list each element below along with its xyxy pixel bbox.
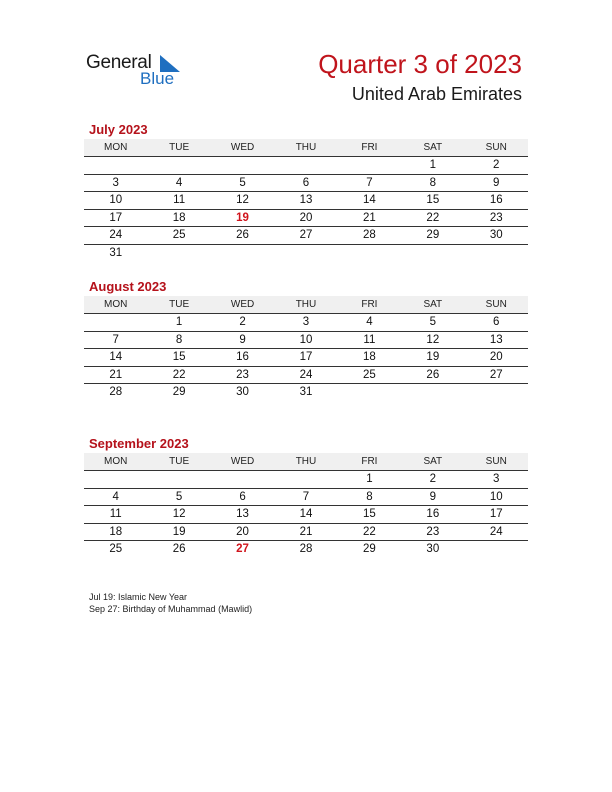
- week-row: [84, 367, 528, 385]
- day-cell: 26: [172, 543, 186, 556]
- logo-general-text: General: [86, 52, 152, 73]
- day-cell: 14: [363, 194, 376, 207]
- week-row: [84, 541, 528, 558]
- day-cell: 26: [236, 229, 249, 242]
- day-cell: 28: [109, 386, 123, 399]
- weekday-label: FRI: [361, 456, 378, 467]
- weekday-label: TUE: [169, 299, 190, 310]
- month-calendar: [84, 278, 528, 401]
- holiday-notes: [89, 591, 252, 615]
- day-cell: 23: [426, 525, 440, 538]
- day-cell: 20: [236, 525, 249, 538]
- month-title: July 2023: [89, 122, 148, 137]
- day-cell: 6: [302, 176, 310, 189]
- day-cell: 28: [299, 543, 313, 556]
- day-cell: 3: [112, 176, 119, 189]
- day-cell: 7: [366, 176, 373, 189]
- day-cell: 6: [493, 316, 500, 329]
- day-cell: 31: [109, 246, 123, 259]
- day-cell: 16: [489, 194, 503, 207]
- weekday-header: [84, 139, 528, 157]
- day-cell: 5: [429, 316, 437, 329]
- month-title: September 2023: [89, 436, 189, 451]
- weekday-label: FRI: [361, 299, 378, 310]
- weekday-label: MON: [104, 142, 128, 153]
- week-row: [84, 349, 528, 367]
- day-cell: 27: [299, 229, 313, 242]
- day-cell: 30: [489, 229, 503, 242]
- day-cell: 11: [363, 333, 376, 346]
- day-cell: 9: [493, 176, 500, 189]
- weekday-header: [84, 453, 528, 471]
- day-cell: 13: [236, 508, 249, 521]
- day-cell: 19: [236, 211, 249, 224]
- day-cell: 29: [172, 386, 186, 399]
- day-cell: 31: [299, 386, 313, 399]
- holiday-note: Sep 27: Birthday of Muhammad (Mawlid): [89, 604, 253, 614]
- day-cell: 22: [363, 525, 376, 538]
- day-cell: 15: [426, 194, 440, 207]
- day-cell: 24: [109, 229, 123, 242]
- day-cell: 10: [109, 194, 123, 207]
- day-cell: 4: [112, 490, 119, 503]
- month-calendar: [84, 435, 528, 558]
- weekday-header: [84, 296, 528, 314]
- week-row: [84, 384, 528, 401]
- week-row: [84, 175, 528, 193]
- weekday-label: FRI: [361, 142, 378, 153]
- day-cell: 3: [302, 316, 310, 329]
- day-cell: 22: [426, 211, 440, 224]
- day-cell: 25: [172, 229, 186, 242]
- week-row: [84, 245, 528, 262]
- day-cell: 17: [489, 508, 503, 521]
- week-row: [84, 227, 528, 245]
- day-cell: 23: [236, 368, 249, 381]
- day-cell: 10: [299, 333, 313, 346]
- weekday-label: TUE: [169, 456, 190, 467]
- weekday-label: SAT: [423, 299, 443, 310]
- week-row: [84, 332, 528, 350]
- day-cell: 29: [363, 543, 376, 556]
- week-row: [84, 314, 528, 332]
- day-cell: 8: [366, 490, 373, 503]
- day-cell: 25: [109, 543, 123, 556]
- weekday-label: WED: [230, 142, 255, 153]
- week-row: [84, 210, 528, 228]
- logo-blue-text: Blue: [140, 69, 175, 88]
- day-cell: 24: [299, 368, 313, 381]
- day-cell: 1: [175, 316, 183, 329]
- day-cell: 15: [172, 351, 186, 364]
- week-row: [84, 524, 528, 542]
- day-cell: 17: [299, 351, 313, 364]
- day-cell: 13: [299, 194, 313, 207]
- day-cell: 27: [489, 368, 503, 381]
- day-cell: 14: [299, 508, 313, 521]
- day-cell: 12: [236, 194, 249, 207]
- weekday-label: SAT: [423, 142, 443, 153]
- day-cell: 24: [489, 525, 503, 538]
- month-calendar: [84, 121, 528, 261]
- day-cell: 18: [172, 211, 186, 224]
- day-cell: 12: [426, 333, 440, 346]
- day-cell: 1: [429, 159, 437, 172]
- day-cell: 19: [426, 351, 440, 364]
- day-cell: 23: [489, 211, 503, 224]
- day-cell: 29: [426, 229, 440, 242]
- day-cell: 8: [429, 176, 437, 189]
- day-cell: 9: [429, 490, 437, 503]
- country-name: United Arab Emirates: [351, 84, 522, 104]
- day-cell: 7: [302, 490, 310, 503]
- weekday-label: TUE: [169, 142, 190, 153]
- day-cell: 16: [426, 508, 440, 521]
- day-cell: 18: [109, 525, 123, 538]
- day-cell: 22: [172, 368, 186, 381]
- generalblue-logo: [86, 52, 196, 92]
- day-cell: 14: [109, 351, 123, 364]
- day-cell: 16: [236, 351, 249, 364]
- weekday-label: THU: [295, 456, 317, 467]
- day-cell: 17: [109, 211, 123, 224]
- day-cell: 20: [489, 351, 503, 364]
- day-cell: 11: [109, 508, 122, 521]
- quarter-title: Quarter 3 of 2023: [318, 49, 522, 79]
- week-row: [84, 506, 528, 524]
- day-cell: 8: [175, 333, 183, 346]
- day-cell: 11: [173, 194, 186, 207]
- week-row: [84, 192, 528, 210]
- week-row: [84, 157, 528, 175]
- month-title: August 2023: [89, 279, 167, 294]
- weekday-label: THU: [295, 142, 317, 153]
- day-cell: 4: [175, 176, 183, 189]
- day-cell: 4: [366, 316, 373, 329]
- weekday-label: WED: [230, 299, 255, 310]
- day-cell: 9: [239, 333, 246, 346]
- day-cell: 3: [493, 473, 500, 486]
- day-cell: 27: [236, 543, 249, 556]
- weekday-label: MON: [104, 456, 128, 467]
- day-cell: 30: [426, 543, 440, 556]
- weekday-label: SUN: [485, 142, 507, 153]
- day-cell: 7: [112, 333, 119, 346]
- day-cell: 5: [239, 176, 246, 189]
- day-cell: 2: [429, 473, 437, 486]
- day-cell: 21: [299, 525, 313, 538]
- weekday-label: THU: [295, 299, 317, 310]
- weekday-label: SUN: [485, 299, 507, 310]
- weekday-label: MON: [104, 299, 128, 310]
- day-cell: 21: [109, 368, 123, 381]
- day-cell: 28: [363, 229, 376, 242]
- day-cell: 19: [172, 525, 186, 538]
- day-cell: 26: [426, 368, 440, 381]
- day-cell: 2: [493, 159, 500, 172]
- day-cell: 20: [299, 211, 313, 224]
- day-cell: 15: [363, 508, 376, 521]
- day-cell: 10: [489, 490, 503, 503]
- day-cell: 25: [363, 368, 376, 381]
- weekday-label: SUN: [485, 456, 507, 467]
- day-cell: 1: [366, 473, 373, 486]
- day-cell: 13: [489, 333, 503, 346]
- day-cell: 5: [175, 490, 183, 503]
- day-cell: 21: [363, 211, 376, 224]
- weekday-label: SAT: [423, 456, 443, 467]
- day-cell: 30: [236, 386, 249, 399]
- week-row: [84, 471, 528, 489]
- day-cell: 18: [363, 351, 376, 364]
- day-cell: 2: [239, 316, 246, 329]
- weekday-label: WED: [230, 456, 255, 467]
- day-cell: 12: [172, 508, 186, 521]
- holiday-note: Jul 19: Islamic New Year: [89, 592, 188, 602]
- week-row: [84, 489, 528, 507]
- day-cell: 6: [239, 490, 246, 503]
